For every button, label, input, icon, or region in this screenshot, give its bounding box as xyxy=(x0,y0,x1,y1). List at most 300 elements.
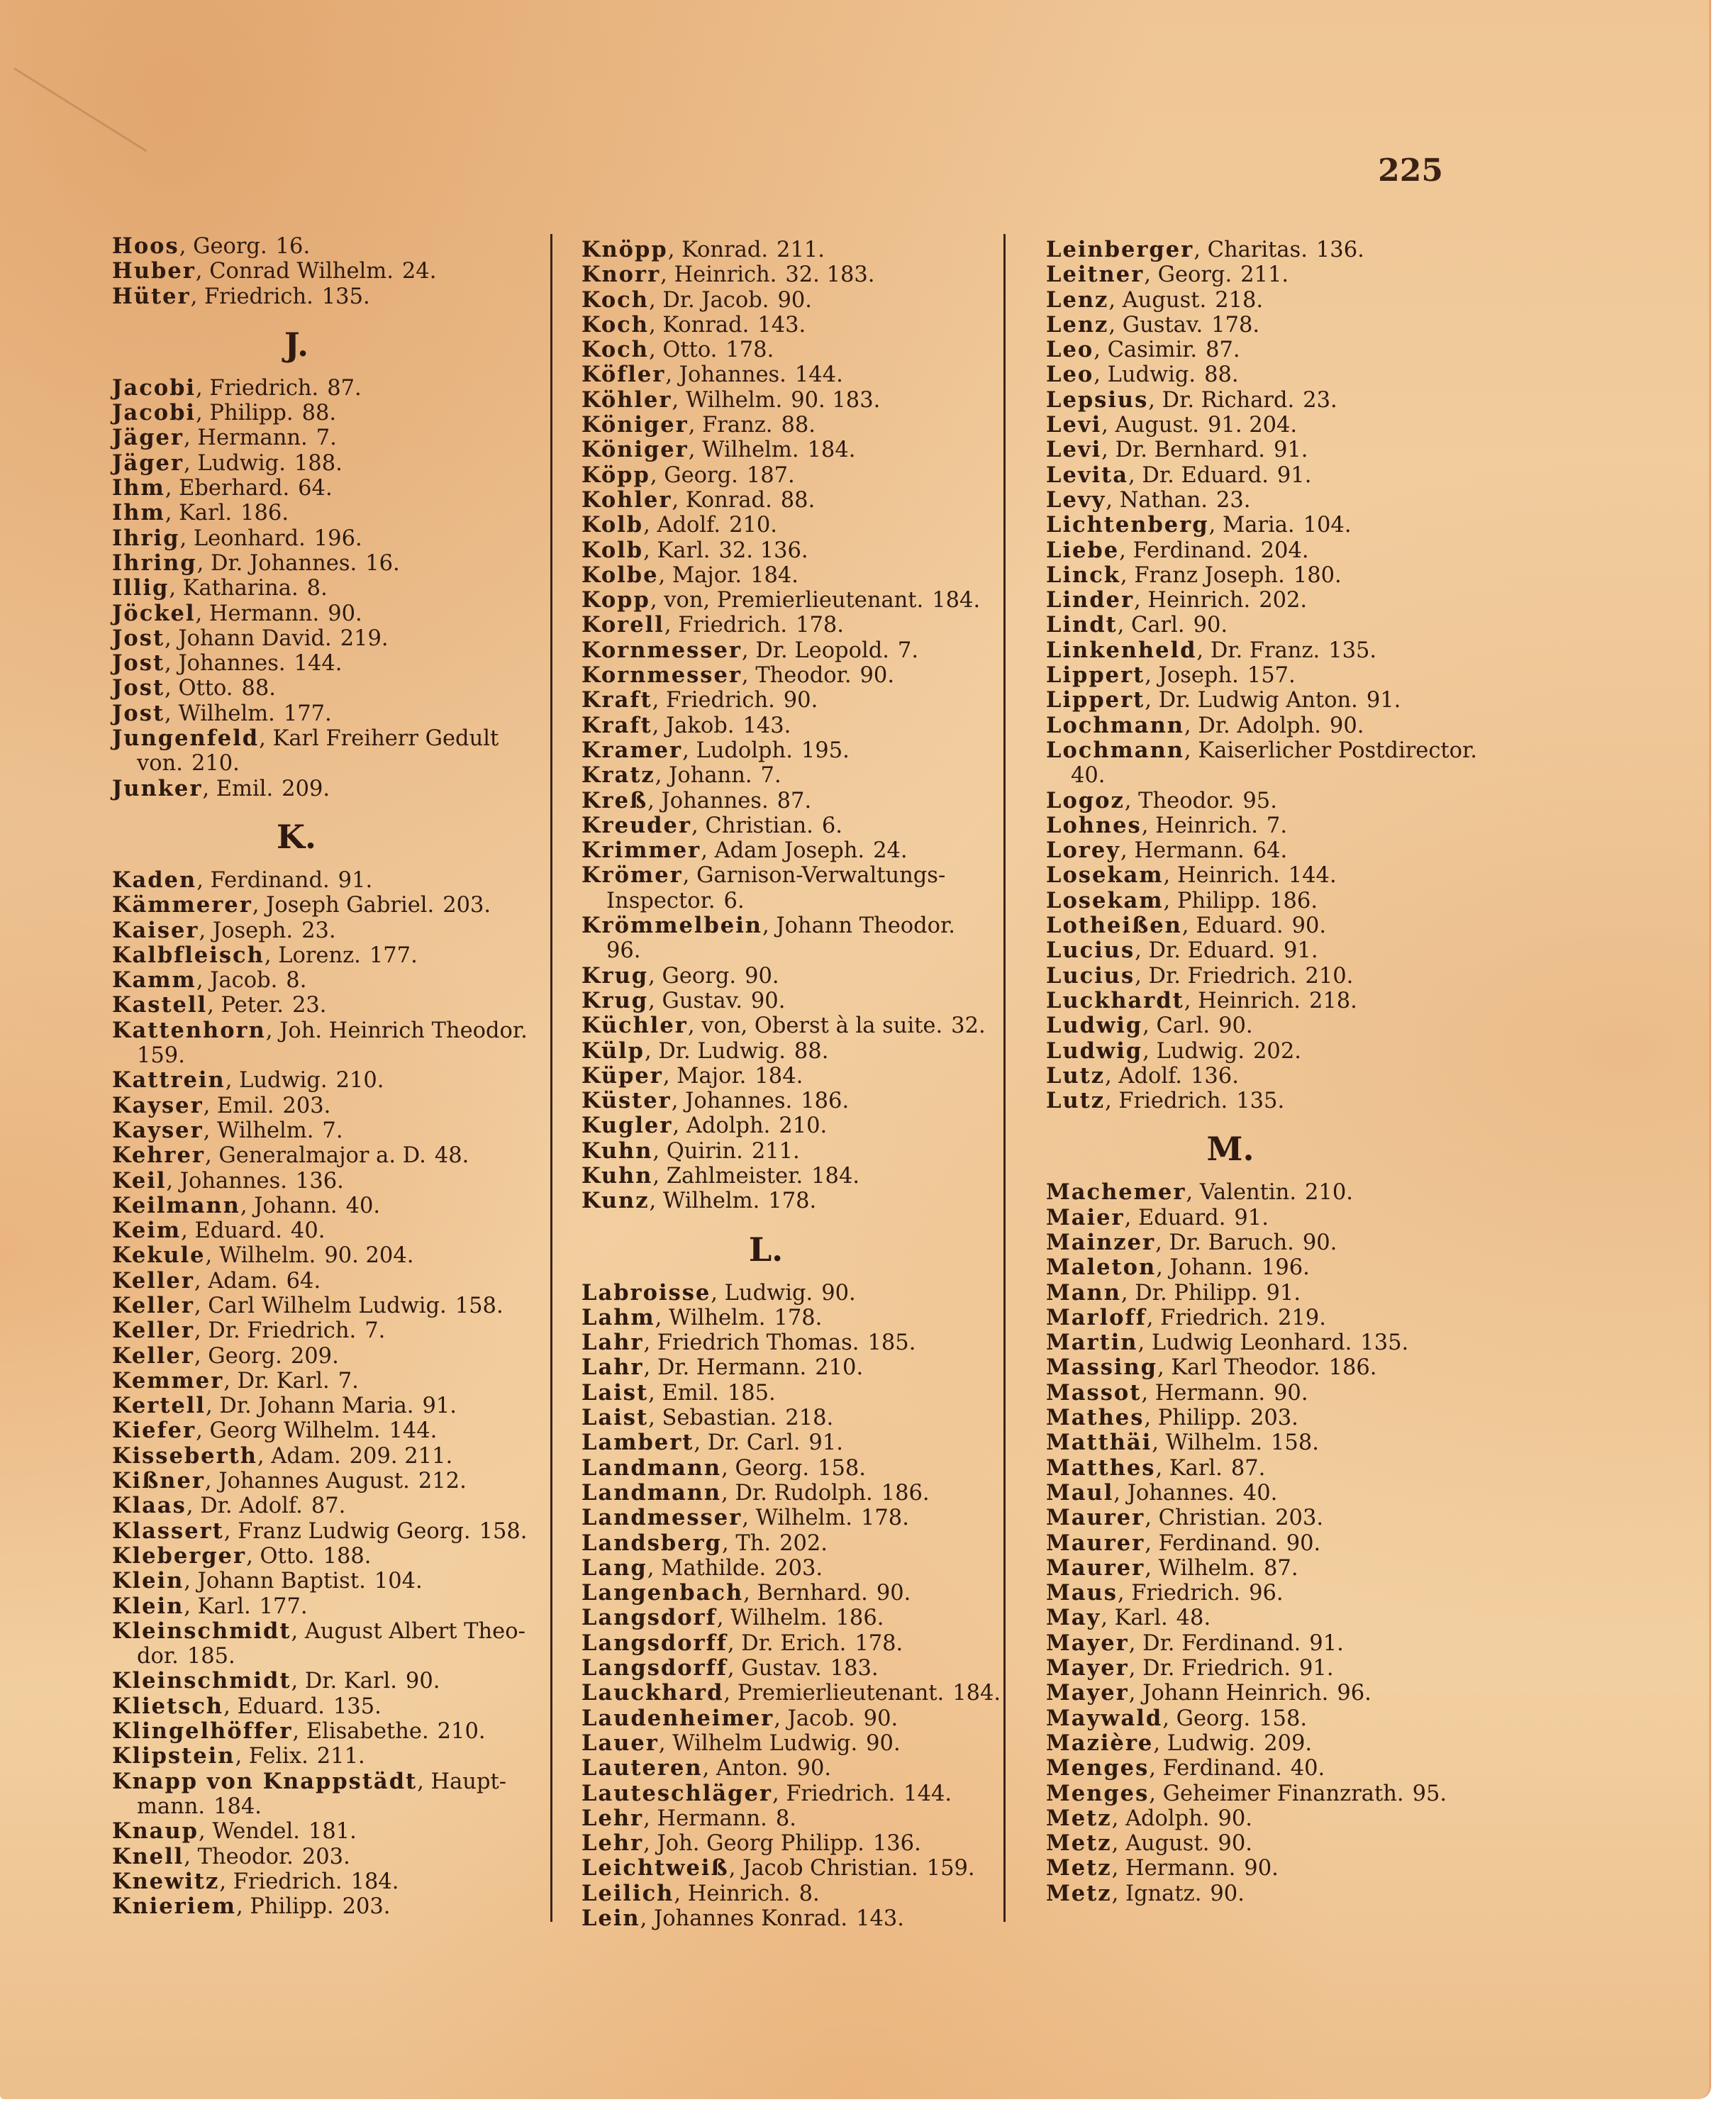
entry-surname: Losekam xyxy=(1046,862,1164,889)
entry-page-refs: 196. xyxy=(313,525,362,551)
entry-surname: Klipstein xyxy=(112,1743,235,1769)
entry-page-refs: 32. 136. xyxy=(718,538,808,563)
entry-surname: Ihring xyxy=(112,550,197,576)
entry-surname: Langsdorf xyxy=(582,1605,717,1631)
index-entry xyxy=(1046,1456,1471,1481)
entry-surname: Ihm xyxy=(112,500,165,526)
entry-given-name: Ludwig. xyxy=(1167,1730,1256,1756)
entry-surname: Kayser xyxy=(112,1092,204,1118)
entry-given-name: Johannes. xyxy=(1127,1480,1235,1506)
entry-page-refs: 87. xyxy=(1230,1455,1266,1481)
entry-given-name: Johann. xyxy=(1169,1255,1253,1281)
entry-page-refs: 211. xyxy=(751,1138,800,1164)
index-entry xyxy=(112,1869,538,1894)
entry-page-refs: 40. xyxy=(1071,763,1106,789)
entry-continuation-text: Inspector. xyxy=(606,888,716,913)
entry-surname: Menges xyxy=(1046,1755,1150,1781)
entry-given-name: Jacob Christian. xyxy=(742,1856,918,1881)
entry-surname: Lorey xyxy=(1046,838,1120,864)
index-entry xyxy=(582,1164,1007,1189)
entry-separator: , xyxy=(1145,688,1159,713)
entry-given-name: Adam. xyxy=(208,1268,278,1294)
entry-surname: Massing xyxy=(1046,1355,1157,1381)
entry-surname: Lahr xyxy=(582,1355,644,1381)
entry-surname: Lauckhard xyxy=(582,1680,724,1706)
entry-separator: , xyxy=(643,1355,657,1381)
entry-given-name: Peter. xyxy=(221,993,284,1018)
entry-separator: , xyxy=(1156,1255,1170,1281)
entry-surname: Kiefer xyxy=(112,1418,196,1444)
entry-page-refs: 88. xyxy=(241,676,276,701)
index-entry xyxy=(1046,1856,1471,1881)
entry-page-refs: 48. xyxy=(434,1143,469,1169)
index-entry xyxy=(582,1039,1007,1064)
entry-surname: Klein xyxy=(112,1568,184,1594)
entry-given-name: Johann Baptist. xyxy=(197,1569,366,1594)
entry-page-refs: 64. xyxy=(286,1268,321,1294)
entry-page-refs: 185. xyxy=(867,1330,916,1356)
index-entry xyxy=(582,1381,1007,1406)
index-entry xyxy=(582,638,1007,663)
index-column-3 xyxy=(1046,237,1477,1906)
entry-given-name: Joseph. xyxy=(212,918,294,943)
entry-separator: , xyxy=(741,638,756,663)
index-entry xyxy=(582,338,1007,362)
entry-given-name: Hermann. xyxy=(208,601,320,626)
entry-given-name: Wilhelm. xyxy=(1158,1555,1256,1581)
entry-separator: , xyxy=(184,1569,198,1594)
entry-separator: , xyxy=(701,838,715,864)
entry-surname: Mainzer xyxy=(1046,1229,1156,1255)
entry-separator: , xyxy=(723,1681,738,1706)
entry-separator: , xyxy=(722,1530,736,1556)
entry-surname: Landmesser xyxy=(582,1505,742,1531)
index-entry xyxy=(1046,588,1471,613)
entry-given-name: Major. xyxy=(672,562,742,588)
entry-separator: , xyxy=(648,312,663,338)
entry-page-refs: 91. xyxy=(1284,938,1318,964)
index-entry xyxy=(112,1294,538,1318)
index-entry xyxy=(1046,1831,1471,1856)
entry-surname: Mathes xyxy=(1046,1405,1145,1431)
entry-page-refs: 104. xyxy=(374,1569,423,1594)
index-entry xyxy=(1046,313,1471,338)
entry-separator: , xyxy=(195,259,210,284)
entry-separator: , xyxy=(648,963,662,989)
entry-surname: Knorr xyxy=(582,262,661,288)
entry-separator: , xyxy=(165,501,179,526)
index-entry xyxy=(582,688,1007,713)
entry-given-name: Joh. Heinrich Theodor. xyxy=(279,1018,528,1043)
entry-separator: , xyxy=(184,1844,198,1869)
entry-separator: , xyxy=(1186,1180,1200,1206)
entry-given-name: Philipp. xyxy=(209,401,294,426)
entry-page-refs: 136. xyxy=(1315,238,1364,262)
index-entry xyxy=(112,1394,538,1418)
entry-separator: , xyxy=(264,942,279,968)
entry-separator: , xyxy=(1141,1380,1155,1406)
entry-page-refs: 40. xyxy=(1290,1756,1325,1781)
entry-page-refs: 177. xyxy=(259,1594,308,1619)
index-entry xyxy=(582,1306,1007,1330)
index-entry xyxy=(582,1756,1007,1781)
entry-separator: , xyxy=(166,1168,180,1194)
entry-given-name: Jacob. xyxy=(787,1706,855,1731)
entry-given-name: August. xyxy=(1125,1831,1210,1857)
entry-separator: , xyxy=(257,1443,272,1469)
entry-separator: , xyxy=(199,918,213,943)
entry-surname: Menges xyxy=(1046,1780,1150,1806)
index-entry xyxy=(1046,1089,1471,1113)
entry-given-name: Wilhelm. xyxy=(669,1305,766,1330)
entry-surname: Jost xyxy=(112,625,165,651)
entry-given-name: Th. xyxy=(735,1530,772,1556)
entry-surname: Kertell xyxy=(112,1393,206,1419)
entry-page-refs: 186. xyxy=(801,1089,850,1114)
entry-page-refs: 143. xyxy=(856,1906,904,1931)
entry-surname: Kamm xyxy=(112,967,196,994)
entry-separator: , xyxy=(1142,1038,1157,1064)
index-entry xyxy=(112,868,538,893)
entry-page-refs: 8. xyxy=(799,1881,820,1906)
entry-separator: , xyxy=(643,538,657,563)
entry-surname: Kayser xyxy=(112,1117,204,1143)
entry-given-name: Gustav. xyxy=(741,1656,822,1681)
entry-page-refs: 218. xyxy=(1215,287,1264,313)
entry-page-refs: 90. xyxy=(783,688,818,713)
entry-separator: , xyxy=(196,1418,210,1444)
entry-given-name: Eduard. xyxy=(1137,1205,1226,1230)
entry-surname: Lang xyxy=(582,1555,647,1581)
entry-separator: , xyxy=(203,1118,218,1143)
index-entry xyxy=(112,1519,538,1544)
index-entry xyxy=(1046,1430,1471,1455)
entry-surname: Lochmann xyxy=(1046,737,1184,763)
letter-heading: J. xyxy=(284,325,309,364)
entry-separator: , xyxy=(196,968,211,994)
entry-page-refs: 203. xyxy=(1250,1406,1298,1431)
index-entry xyxy=(582,538,1007,563)
entry-given-name: Friedrich. xyxy=(209,375,319,401)
entry-separator: , xyxy=(650,588,664,613)
entry-separator: , xyxy=(774,1706,788,1731)
entry-separator: , xyxy=(1120,562,1135,588)
entry-surname: Königer xyxy=(582,412,689,438)
entry-given-name: Dr. Adolf. xyxy=(200,1494,303,1519)
index-entry xyxy=(1046,1506,1471,1530)
entry-separator: , xyxy=(665,362,679,388)
entry-given-name: Katharina. xyxy=(182,576,299,601)
entry-given-name: Johannes Konrad. xyxy=(654,1906,848,1931)
entry-surname: Kornmesser xyxy=(582,662,742,689)
entry-separator: , xyxy=(652,688,666,713)
entry-given-name: Johann Heinrich. xyxy=(1142,1681,1329,1706)
entry-surname: Jost xyxy=(112,650,165,677)
index-entry xyxy=(1046,989,1471,1013)
entry-page-refs: 90. xyxy=(859,663,895,689)
entry-surname: Lucius xyxy=(1046,938,1135,964)
entry-page-refs: 177. xyxy=(369,942,418,968)
entry-surname: Kolb xyxy=(582,537,644,563)
entry-given-name: Carl. xyxy=(1156,1013,1211,1039)
entry-given-name: Zahlmeister. xyxy=(666,1163,803,1189)
entry-surname: Levi xyxy=(1046,437,1102,463)
entry-separator: , xyxy=(1108,287,1123,313)
entry-separator: , xyxy=(179,525,194,551)
entry-separator: , xyxy=(1128,1630,1143,1656)
entry-page-refs: 186. xyxy=(240,501,289,526)
entry-continuation xyxy=(112,751,538,776)
entry-page-refs: 184. xyxy=(755,1063,803,1089)
entry-given-name: Adam Joseph. xyxy=(714,838,865,864)
entry-page-refs: 178. xyxy=(855,1630,903,1656)
entry-surname: Kämmerer xyxy=(112,892,252,918)
index-entry xyxy=(1046,688,1471,713)
index-entry xyxy=(582,763,1007,788)
entry-page-refs: 180. xyxy=(1293,562,1342,588)
entry-given-name: Heinrich. xyxy=(687,1881,791,1906)
entry-given-name: Heinrich. xyxy=(1176,863,1280,889)
entry-page-refs: 90. xyxy=(1302,1230,1337,1255)
entry-separator: , xyxy=(1184,713,1198,738)
entry-page-refs: 209. xyxy=(290,1343,339,1369)
entry-separator: , xyxy=(1111,1831,1125,1857)
entry-given-name: Adolf. xyxy=(657,513,721,538)
index-entry xyxy=(1046,1481,1471,1506)
entry-given-name: Dr. Baruch. xyxy=(1169,1230,1294,1255)
index-entry xyxy=(582,1456,1007,1481)
entry-surname: Lippert xyxy=(1046,687,1145,713)
column-divider xyxy=(550,234,552,1922)
entry-given-name: Major. xyxy=(677,1063,747,1089)
index-entry xyxy=(582,1781,1007,1806)
entry-given-name: Friedrich. xyxy=(665,688,775,713)
entry-given-name: Eduard. xyxy=(237,1693,325,1719)
entry-given-name: Wilhelm. xyxy=(217,1118,314,1143)
entry-separator: , xyxy=(1145,1530,1159,1556)
entry-separator: , xyxy=(1184,988,1198,1013)
entry-page-refs: 185. xyxy=(727,1380,776,1406)
entry-page-refs: 186. xyxy=(1269,888,1318,913)
entry-separator: , xyxy=(235,1744,249,1769)
entry-separator: , xyxy=(682,738,696,763)
entry-separator: , xyxy=(743,1581,757,1606)
entry-surname: Korell xyxy=(582,612,664,638)
index-entry xyxy=(1046,288,1471,313)
index-entry xyxy=(1046,413,1471,438)
entry-surname: Leichtweiß xyxy=(582,1855,729,1881)
entry-page-refs: 96. xyxy=(606,938,641,964)
entry-page-refs: 143. xyxy=(742,713,791,738)
entry-surname: Liebe xyxy=(1046,537,1120,563)
entry-separator: , xyxy=(417,1769,431,1794)
entry-page-refs: 196. xyxy=(1261,1255,1310,1281)
entry-page-refs: 202. xyxy=(779,1530,828,1556)
index-entry xyxy=(1046,488,1471,513)
entry-separator: , xyxy=(1117,613,1132,638)
index-entry xyxy=(1046,1556,1471,1581)
entry-given-name: Hermann. xyxy=(1154,1380,1266,1406)
entry-page-refs: 88. xyxy=(794,1038,829,1064)
entry-separator: , xyxy=(640,1906,655,1931)
entry-surname: Krömmelbein xyxy=(582,913,762,939)
entry-surname: Keller xyxy=(112,1318,194,1344)
entry-given-name: Friedrich. xyxy=(786,1781,896,1806)
index-entry xyxy=(582,1139,1007,1164)
index-entry xyxy=(582,989,1007,1013)
entry-page-refs: 212. xyxy=(418,1469,467,1494)
entry-separator: , xyxy=(644,1038,659,1064)
entry-surname: Kißner xyxy=(112,1468,205,1494)
index-entry xyxy=(112,1018,538,1069)
entry-surname: Klassert xyxy=(112,1518,224,1544)
entry-page-refs: 91. xyxy=(338,867,373,893)
index-entry xyxy=(582,1113,1007,1138)
entry-given-name: Adam. xyxy=(271,1443,341,1469)
entry-separator: , xyxy=(265,1018,280,1043)
entry-page-refs: 16. xyxy=(275,234,311,259)
entry-page-refs: 90. xyxy=(1291,913,1327,939)
entry-page-refs: 219. xyxy=(1277,1305,1326,1330)
entry-surname: Kreß xyxy=(582,787,648,813)
entry-given-name: Generalmajor a. D. xyxy=(218,1143,426,1169)
entry-given-name: Dr. Jacob. xyxy=(662,287,769,313)
entry-page-refs: 184. xyxy=(750,562,799,588)
entry-separator: , xyxy=(687,1013,702,1039)
index-entry xyxy=(582,362,1007,387)
entry-separator: , xyxy=(165,651,179,677)
entry-separator: , xyxy=(202,776,216,801)
entry-given-name: Gustav. xyxy=(662,988,742,1013)
entry-given-name: Johannes. xyxy=(679,362,786,388)
index-entry xyxy=(582,262,1007,287)
entry-given-name: Emil. xyxy=(216,776,274,801)
entry-surname: Lenz xyxy=(1046,287,1109,313)
entry-surname: Kattenhorn xyxy=(112,1017,266,1043)
entry-surname: Koch xyxy=(582,337,649,363)
entry-separator: , xyxy=(652,1138,667,1164)
entry-separator: , xyxy=(1124,1205,1138,1230)
index-entry xyxy=(582,738,1007,763)
index-entry xyxy=(1046,1606,1471,1630)
index-entry xyxy=(1046,1255,1471,1280)
entry-page-refs: 23. xyxy=(291,993,327,1018)
entry-given-name: Wendel. xyxy=(212,1819,300,1845)
index-entry xyxy=(582,313,1007,338)
entry-separator: , xyxy=(207,993,221,1018)
entry-surname: Jacobi xyxy=(112,400,196,426)
entry-separator: , xyxy=(1094,362,1108,388)
entry-surname: Laist xyxy=(582,1379,649,1406)
index-entry xyxy=(112,501,538,525)
entry-surname: Kohler xyxy=(582,486,672,513)
entry-page-refs: 184. xyxy=(807,438,856,463)
entry-page-refs: 135. xyxy=(1360,1330,1409,1356)
entry-separator: , xyxy=(662,1063,677,1089)
entry-surname: Kalbfleisch xyxy=(112,942,265,968)
entry-page-refs: 204. xyxy=(1260,538,1309,563)
entry-page-refs: 90. xyxy=(750,988,786,1013)
entry-surname: Lahr xyxy=(582,1330,644,1356)
entry-continuation-text: mann. xyxy=(137,1793,206,1819)
entry-separator: , xyxy=(1117,1581,1132,1606)
index-entry xyxy=(1046,1581,1471,1606)
index-entry xyxy=(112,1569,538,1594)
index-entry xyxy=(112,1444,538,1469)
entry-given-name: Wilhelm. xyxy=(178,701,275,726)
entry-given-name: Dr. Rudolph. xyxy=(735,1480,873,1506)
entry-surname: Kunz xyxy=(582,1188,650,1214)
entry-surname: Kuhn xyxy=(582,1162,653,1189)
index-entry xyxy=(582,1856,1007,1881)
entry-separator: , xyxy=(648,287,663,313)
entry-separator: , xyxy=(1153,1730,1167,1756)
index-entry xyxy=(112,1344,538,1369)
entry-separator: , xyxy=(688,438,703,463)
entry-surname: Linkenheld xyxy=(1046,637,1197,663)
entry-given-name: Eberhard. xyxy=(179,476,290,501)
entry-given-name: Johann. xyxy=(669,763,752,789)
entry-separator: , xyxy=(1155,1455,1169,1481)
entry-separator: , xyxy=(1163,863,1177,889)
entry-surname: Massot xyxy=(1046,1379,1142,1406)
entry-surname: Kraft xyxy=(582,687,652,713)
entry-separator: , xyxy=(643,1831,657,1857)
index-entry xyxy=(582,1189,1007,1213)
index-entry xyxy=(1046,1806,1471,1831)
entry-page-refs: 91. 204. xyxy=(1208,413,1298,438)
index-entry xyxy=(112,376,538,401)
index-entry xyxy=(112,1269,538,1294)
entry-given-name: Otto. xyxy=(260,1543,315,1569)
entry-surname: Jacobi xyxy=(112,374,196,401)
entry-given-name: Friedrich Thomas. xyxy=(657,1330,859,1356)
entry-separator: , xyxy=(721,1480,735,1506)
entry-given-name: Dr. Richard. xyxy=(1162,387,1295,413)
entry-page-refs: 90. xyxy=(863,1706,898,1731)
entry-given-name: Dr. Karl. xyxy=(304,1669,397,1694)
entry-given-name: Charitas. xyxy=(1207,238,1308,262)
entry-given-name: Karl Theodor. xyxy=(1171,1355,1320,1381)
index-entry xyxy=(582,1330,1007,1355)
entry-surname: Krug xyxy=(582,962,649,989)
entry-surname: Kuhn xyxy=(582,1138,653,1164)
entry-given-name: Emil. xyxy=(217,1093,274,1118)
entry-separator: , xyxy=(291,1669,305,1694)
index-entry xyxy=(112,1469,538,1494)
entry-page-refs: 90. xyxy=(328,601,362,626)
entry-page-refs: 24. xyxy=(401,259,437,284)
entry-given-name: Maria. xyxy=(1222,513,1295,538)
entry-page-refs: 159. xyxy=(137,1043,185,1069)
index-column-2 xyxy=(582,238,1007,1931)
index-entry xyxy=(1046,1355,1471,1380)
index-entry xyxy=(1046,563,1471,588)
index-entry xyxy=(112,601,538,626)
entry-separator: , xyxy=(650,462,664,488)
entry-given-name: Gustav. xyxy=(1122,312,1203,338)
index-entry xyxy=(582,1906,1007,1931)
entry-surname: Keller xyxy=(112,1292,194,1318)
entry-surname: Mayer xyxy=(1046,1680,1129,1706)
entry-page-refs: 209. xyxy=(1264,1730,1313,1756)
index-entry xyxy=(582,789,1007,813)
entry-surname: Köhler xyxy=(582,386,672,413)
entry-given-name: Hermann. xyxy=(197,426,308,451)
entry-surname: Klingelhöffer xyxy=(112,1718,293,1745)
index-entry xyxy=(582,1681,1007,1706)
entry-separator: , xyxy=(1149,1781,1163,1806)
